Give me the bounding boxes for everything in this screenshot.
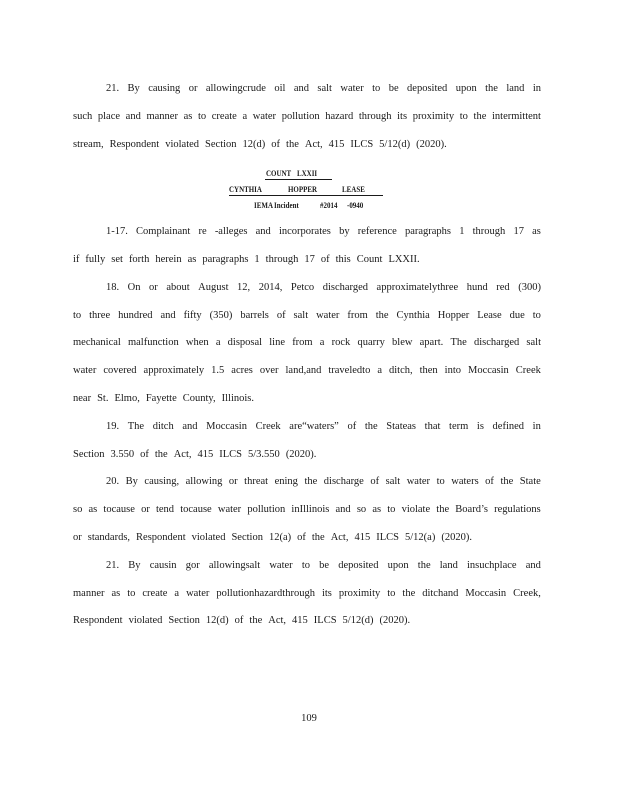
para-1-17-line-2: if fully set forth herein as paragraphs 1 through 17 of this Count LXXII. [73, 254, 420, 265]
para-19-line-2: Section 3.550 of the Act, 415 ILCS 5/3.550 (2020). [73, 449, 317, 460]
para-18-line-5: near St. Elmo, Fayette County, Illinois. [73, 393, 255, 404]
para-20-line-3: or standards, Respondent violated Section 12(a) of the Act, 415 ILCS 5/12(a) (2020). [73, 532, 472, 543]
page-number: 109 [301, 713, 317, 724]
para-18-line-3: mechanical malfunction when a disposal line from a rock quarry blew apart. The discharged salt [73, 337, 541, 348]
para-18-line-2: to three hundred and fifty (350) barrels of salt water from the Cynthia Hopper Lease due to [73, 310, 541, 321]
para-21b-line-3: Respondent violated Section 12(d) of the Act, 415 ILCS 5/12(d) (2020). [73, 615, 411, 626]
para-21b-line-1: 21. By causin gor allowingsalt water to be deposited upon the land insuchplace and [106, 560, 541, 571]
count-number: LXXII [297, 168, 318, 178]
iema-label: IEMA [254, 200, 273, 210]
para-20-line-1: 20. By causing, allowing or threat ening the discharge of salt water to waters of the State [106, 476, 541, 487]
count-underline [265, 179, 332, 180]
para-20-line-2: so as tocause or tend tocause water pollution inIllinois and so as to violate the Board’s regulations [73, 504, 541, 515]
incident-suffix: -0940 [347, 200, 364, 210]
para-1-17-line-1: 1-17. Complainant re -alleges and incorporates by reference paragraphs 1 through 17 as [106, 226, 541, 237]
para-21a-line-2: such place and manner as to create a water pollution hazard through its proximity to the intermittent [73, 111, 541, 122]
lease-name: CYNTHIA [229, 184, 262, 194]
incident-number: #2014 [320, 200, 338, 210]
lease-word: LEASE [342, 184, 365, 194]
lease-name2: HOPPER [288, 184, 318, 194]
para-21a-line-1: 21. By causing or allowingcrude oil and salt water to be deposited upon the land in [106, 83, 541, 94]
incident-label: Incident [274, 200, 299, 210]
para-21a-line-3: stream, Respondent violated Section 12(d) of the Act, 415 ILCS 5/12(d) (2020). [73, 139, 447, 150]
para-18-line-1: 18. On or about August 12, 2014, Petco discharged approximatelythree hund red (300) [106, 282, 541, 293]
para-18-line-4: water covered approximately 1.5 acres over land,and traveledto a ditch, then into Moccasin Creek [73, 365, 541, 376]
lease-underline [229, 195, 383, 196]
para-21b-line-2: manner as to create a water pollutionhazardthrough its proximity to the ditchand Moccasin Creek, [73, 588, 541, 599]
count-label: COUNT [266, 168, 292, 178]
para-19-line-1: 19. The ditch and Moccasin Creek are“waters” of the Stateas that term is defined in [106, 421, 541, 432]
